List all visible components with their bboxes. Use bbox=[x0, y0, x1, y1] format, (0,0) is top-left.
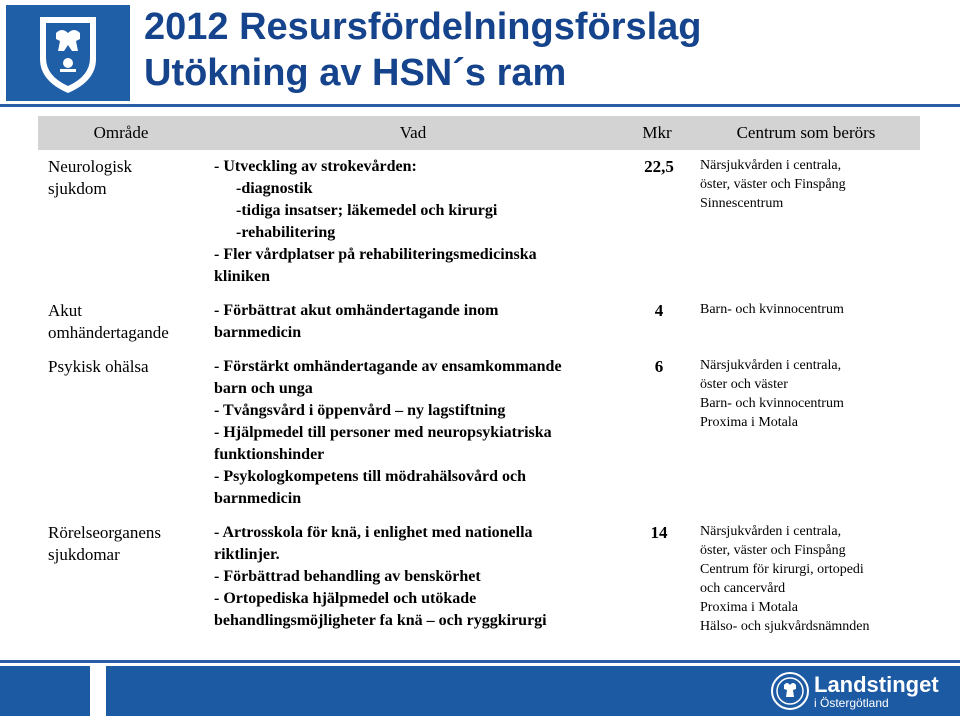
area-line: omhändertagande bbox=[48, 323, 169, 342]
centrum-line: Proxima i Motala bbox=[700, 600, 798, 615]
vad-line: -diagnostik bbox=[236, 180, 313, 197]
vad-line: - Förstärkt omhändertagande av ensamkommande bbox=[214, 358, 562, 375]
mkr-cell: 22,5 bbox=[644, 157, 674, 176]
vad-line: -tidiga insatser; läkemedel och kirurgi bbox=[236, 202, 498, 219]
centrum-line: Proxima i Motala bbox=[700, 415, 798, 430]
table-row bbox=[38, 350, 920, 516]
title-line-1: 2012 Resursfördelningsförslag bbox=[144, 6, 702, 48]
area-cell bbox=[38, 294, 204, 350]
vad-cell bbox=[204, 350, 622, 516]
centrum-line: Barn- och kvinnocentrum bbox=[700, 396, 844, 411]
county-crest-logo bbox=[6, 5, 130, 101]
centrum-cell bbox=[692, 294, 920, 350]
table-header-row bbox=[38, 116, 920, 150]
vad-line: - Utveckling av strokevården: bbox=[214, 158, 417, 175]
vad-line: funktionshinder bbox=[214, 446, 325, 463]
slide-title bbox=[144, 4, 702, 96]
centrum-line: Sinnescentrum bbox=[700, 196, 784, 211]
vad-cell bbox=[204, 150, 622, 294]
centrum-line: Närsjukvården i centrala, bbox=[700, 158, 842, 173]
vad-line: kliniken bbox=[214, 268, 271, 285]
area-line: Neurologisk bbox=[48, 157, 133, 176]
area-line: sjukdom bbox=[48, 179, 107, 198]
centrum-line: Närsjukvården i centrala, bbox=[700, 524, 842, 539]
landstinget-emblem-icon bbox=[770, 671, 810, 711]
logo-name: Landstinget bbox=[814, 672, 939, 697]
area-cell bbox=[38, 150, 204, 294]
logo-subtitle: i Östergötland bbox=[814, 696, 889, 710]
table-row bbox=[38, 516, 920, 646]
area-line: Akut bbox=[48, 301, 82, 320]
vad-line: barnmedicin bbox=[214, 324, 302, 341]
vad-line: - Förbättrat akut omhändertagande inom bbox=[214, 302, 499, 319]
centrum-line: öster, väster och Finspång bbox=[700, 543, 846, 558]
area-line: Psykisk ohälsa bbox=[48, 357, 149, 376]
centrum-line: Närsjukvården i centrala, bbox=[700, 358, 842, 373]
vad-line: - Ortopediska hjälpmedel och utökade bbox=[214, 590, 477, 607]
centrum-line: och cancervård bbox=[700, 581, 786, 596]
centrum-line: Barn- och kvinnocentrum bbox=[700, 302, 844, 317]
mkr-cell: 6 bbox=[654, 357, 664, 376]
footer-divider bbox=[0, 660, 960, 663]
mkr-cell: 14 bbox=[650, 523, 668, 542]
vad-line: - Artrosskola för knä, i enlighet med nationella bbox=[214, 524, 533, 541]
crest-icon bbox=[6, 5, 130, 101]
vad-line: - Förbättrad behandling av benskörhet bbox=[214, 568, 481, 585]
vad-line: barnmedicin bbox=[214, 490, 302, 507]
title-line-2: Utökning av HSN´s ram bbox=[144, 52, 567, 94]
resource-table bbox=[38, 116, 920, 646]
centrum-line: öster, väster och Finspång bbox=[700, 177, 846, 192]
centrum-cell bbox=[692, 516, 920, 646]
centrum-line: Hälso- och sjukvårdsnämnden bbox=[700, 619, 870, 634]
table-row bbox=[38, 150, 920, 294]
centrum-line: Centrum för kirurgi, ortopedi bbox=[700, 562, 864, 577]
column-header-mkr: Mkr bbox=[622, 116, 692, 150]
vad-line: - Hjälpmedel till personer med neuropsykiatriska bbox=[214, 424, 552, 441]
mkr-cell: 4 bbox=[654, 301, 664, 320]
vad-cell bbox=[204, 516, 622, 646]
vad-line: riktlinjer. bbox=[214, 546, 280, 563]
area-line: Rörelseorganens bbox=[48, 523, 161, 542]
vad-cell bbox=[204, 294, 622, 350]
area-line: sjukdomar bbox=[48, 545, 120, 564]
landstinget-logo bbox=[768, 668, 948, 714]
area-cell bbox=[38, 350, 204, 516]
header-divider bbox=[0, 104, 960, 107]
column-header-omrade: Område bbox=[38, 116, 204, 150]
vad-line: -rehabilitering bbox=[236, 224, 336, 241]
vad-line: - Tvångsvård i öppenvård – ny lagstiftning bbox=[214, 402, 506, 419]
vad-line: - Fler vårdplatser på rehabiliteringsmedicinska bbox=[214, 246, 537, 263]
centrum-cell bbox=[692, 350, 920, 516]
footer-bar-left bbox=[0, 666, 90, 716]
area-cell bbox=[38, 516, 204, 646]
vad-line: barn och unga bbox=[214, 380, 313, 397]
table-row bbox=[38, 294, 920, 350]
centrum-line: öster och väster bbox=[700, 377, 788, 392]
centrum-cell bbox=[692, 150, 920, 294]
vad-line: behandlingsmöjligheter fa knä – och ryggkirurgi bbox=[214, 612, 547, 629]
column-header-vad: Vad bbox=[204, 116, 622, 150]
vad-line: - Psykologkompetens till mödrahälsovård och bbox=[214, 468, 527, 485]
column-header-centrum: Centrum som berörs bbox=[692, 116, 920, 150]
